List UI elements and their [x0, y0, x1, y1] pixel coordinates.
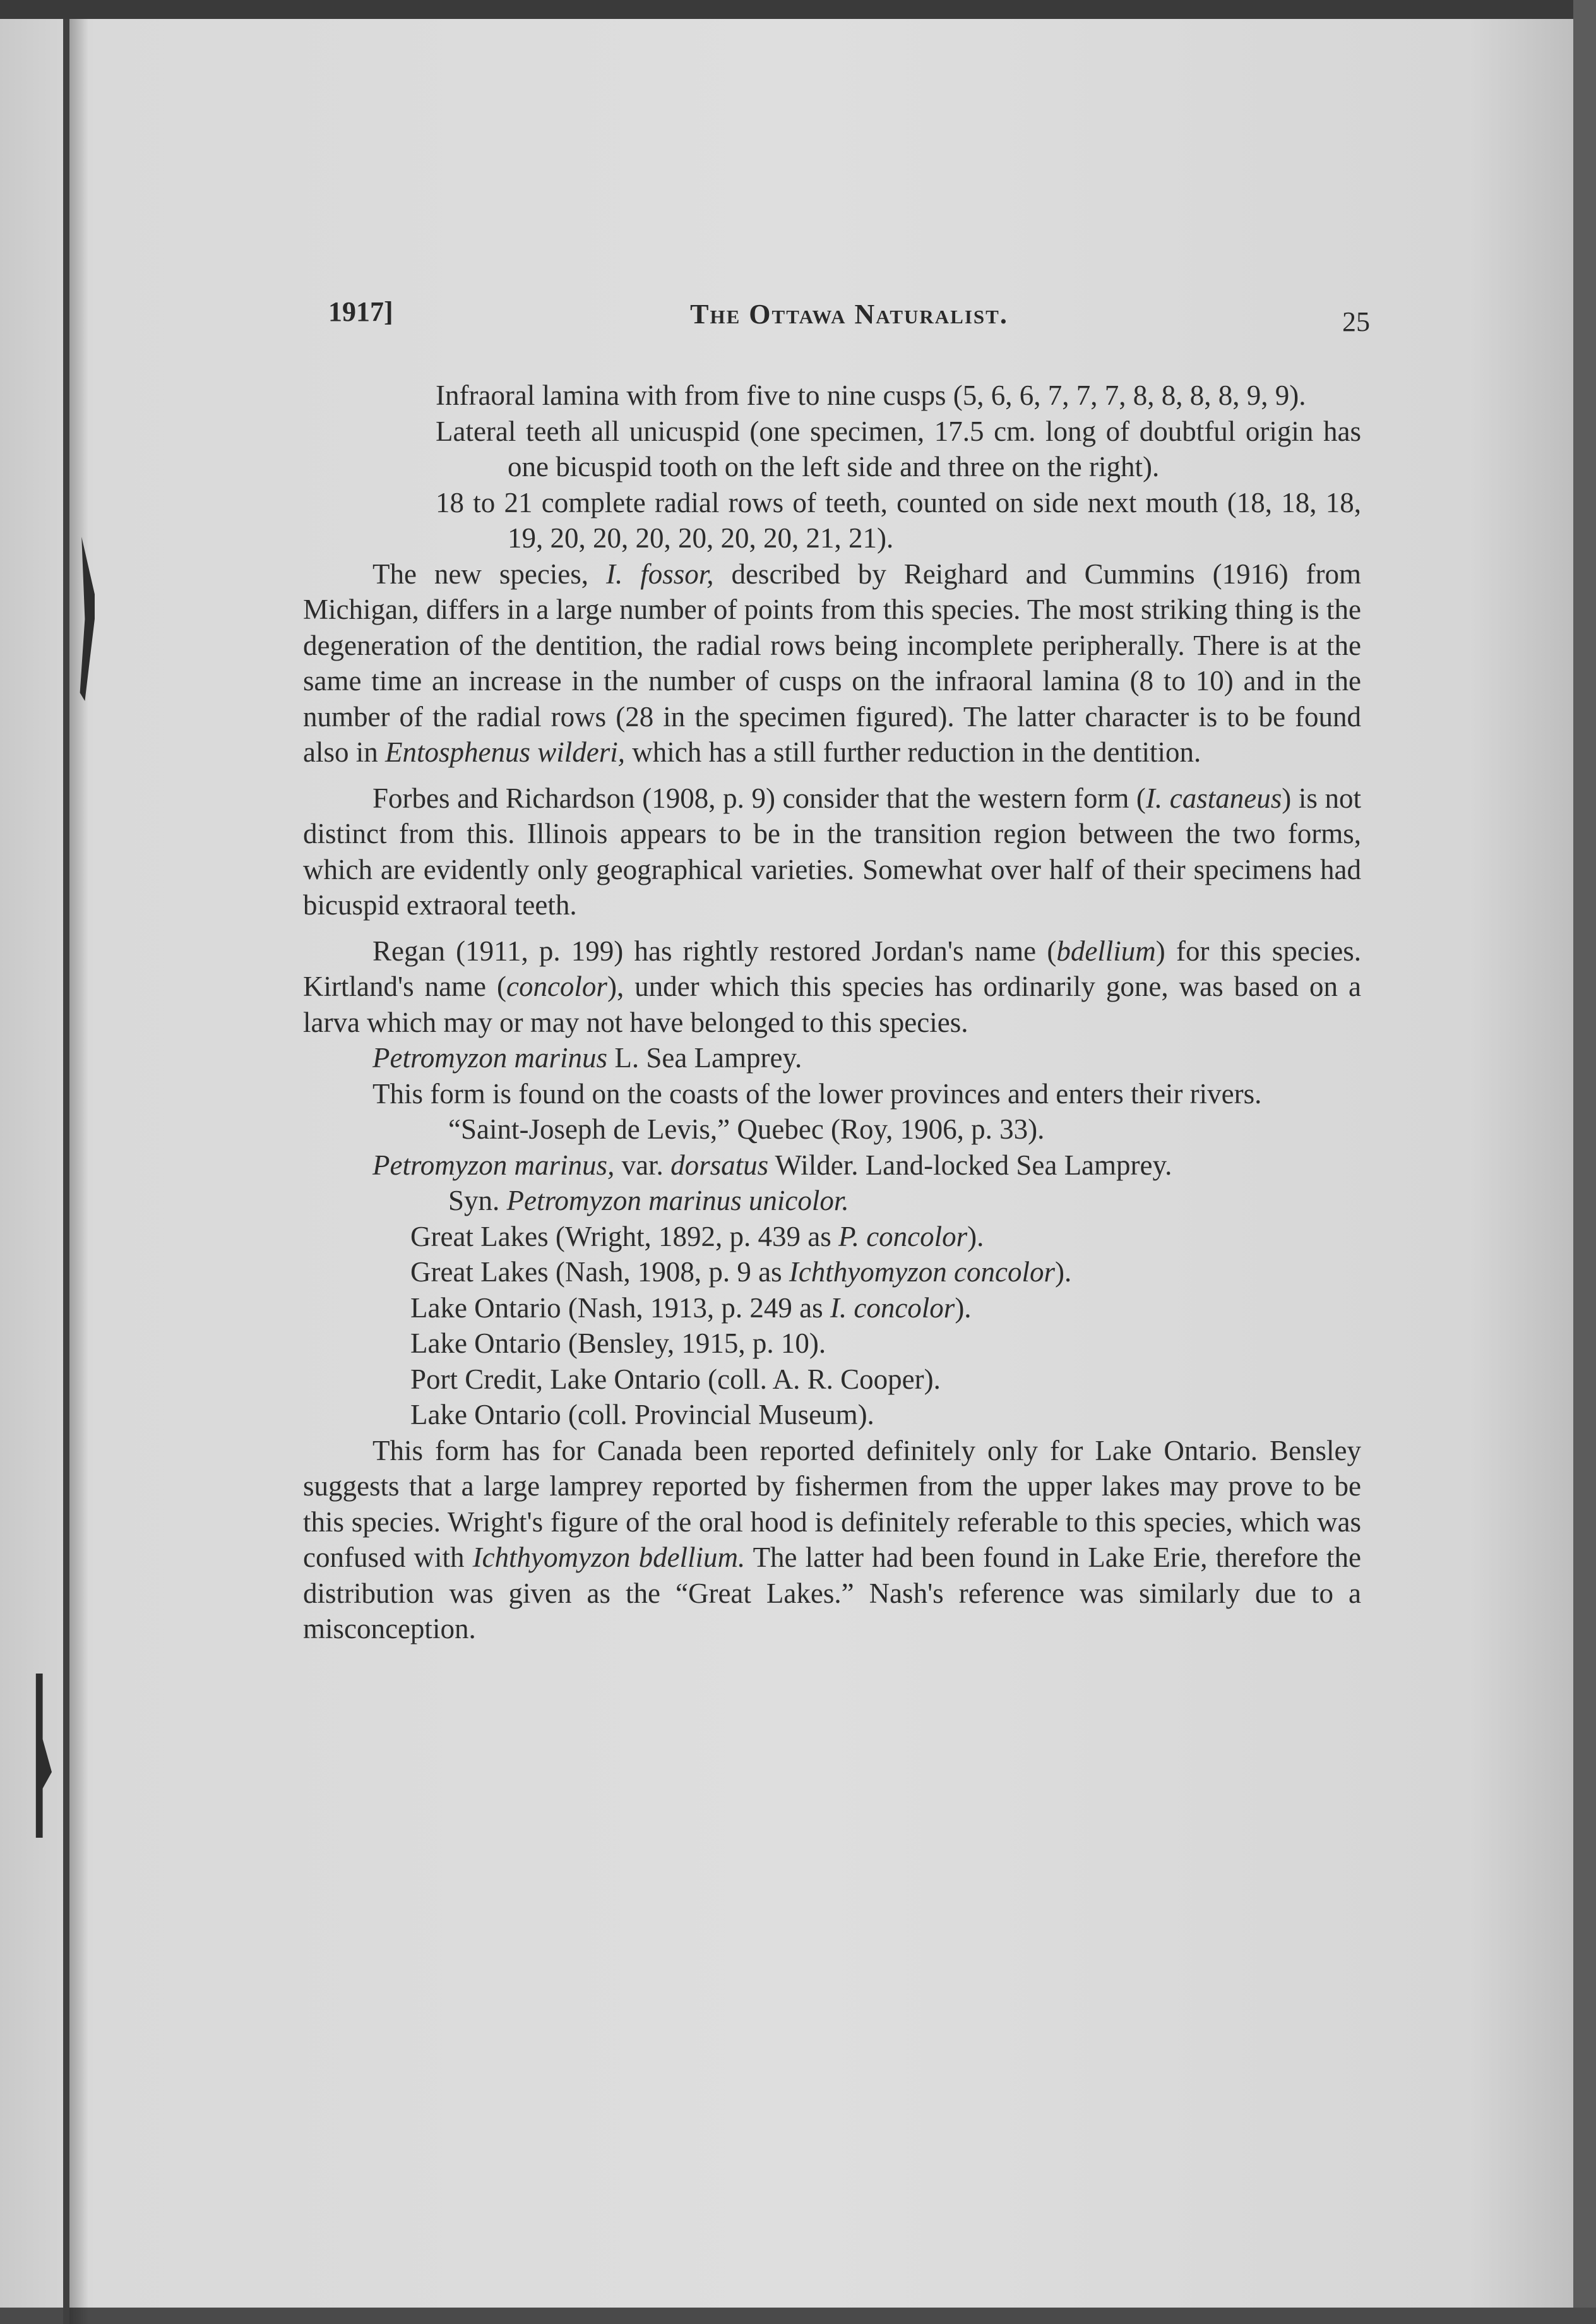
locality-record: Lake Ontario (Nash, 1913, p. 249 as I. concolor).: [410, 1291, 972, 1324]
list-item: Infraoral lamina with from five to nine cusps (5, 6, 6, 7, 7, 7, 8, 8, 8, 8, 9, 9).: [436, 380, 1306, 411]
locality-record: Great Lakes (Nash, 1908, p. 9 as Ichthyomyzon concolor).: [410, 1256, 1072, 1288]
locality-record: Great Lakes (Wright, 1892, p. 439 as P. concolor).: [410, 1220, 984, 1252]
header-year: 1917]: [328, 296, 393, 327]
scan-top-edge: [0, 0, 1596, 19]
locality-record: Lake Ontario (Bensley, 1915, p. 10).: [410, 1327, 826, 1359]
paragraph: Forbes and Richardson (1908, p. 9) consider that the western form (I. castaneus) is not distinct from this. Illinois appears to be in the transition region between the two forms, which are evidently only geographical varieties. Somewhat over half of their specimens had bicuspid extraoral teeth.: [303, 782, 1361, 921]
scan-bottom-edge: [0, 2308, 1596, 2324]
locality-record: Lake Ontario (coll. Provincial Museum).: [410, 1399, 874, 1430]
running-header: [328, 296, 1370, 346]
paragraph: This form is found on the coasts of the lower provinces and enters their rivers.: [372, 1077, 1262, 1110]
journal-title: The Ottawa Naturalist.: [690, 299, 1008, 330]
list-item: 18 to 21 complete radial rows of teeth, counted on side next mouth (18, 18, 18, 19, 20, 20, 20, 20, 20, 20, 21, 21).: [436, 486, 1361, 554]
binding-line: [63, 19, 69, 2324]
paragraph: Regan (1911, p. 199) has rightly restored Jordan's name (bdellium) for this species. Kirtland's name (concolor), under which this species has ordinarily gone, was based on a larva which may or may not have belonged to this species.: [303, 935, 1362, 1038]
paragraph: The new species, I. fossor, described by Reighard and Cummins (1916) from Michigan, differs in a large number of points from this species. The most striking thing is the degeneration of the dentition, the radial rows being incomplete peripherally. There is at the same time an increase in the number of cusps on the infraoral lamina (8 to 10) and in the number of the radial rows (28 in the specimen figured). The latter character is to be found also in Entosphenus wilderi, which has a still further reduction in the dentition.: [303, 558, 1361, 768]
synonym-line: Syn. Petromyzon marinus unicolor.: [448, 1185, 849, 1216]
list-item: Lateral teeth all unicuspid (one specimen, 17.5 cm. long of doubtful origin has one bicuspid tooth on the left side and three on the right).: [436, 415, 1361, 482]
binding-shadow: [69, 19, 88, 2324]
species-heading: Petromyzon marinus, var. dorsatus Wilder. Land-locked Sea Lamprey.: [372, 1149, 1172, 1181]
page-number: 25: [1342, 306, 1370, 337]
paragraph: This form has for Canada been reported definitely only for Lake Ontario. Bensley suggests that a large lamprey reported by fishermen from the upper lakes may prove to be this species. Wright's figure of the oral hood is definitely referable to this species, which was confused with Ichthyomyzon bdellium. The latter had been found in Lake Erie, therefore the distribution was given as the “Great Lakes.” Nash's reference was similarly due to a misconception.: [303, 1434, 1361, 1644]
species-heading: Petromyzon marinus L. Sea Lamprey.: [372, 1042, 802, 1074]
text-body: [303, 378, 1361, 1647]
scan-right-edge: [1573, 0, 1596, 2324]
locality-record: “Saint-Joseph de Levis,” Quebec (Roy, 1906, p. 33).: [448, 1113, 1045, 1145]
locality-record: Port Credit, Lake Ontario (coll. A. R. Cooper).: [410, 1363, 941, 1395]
